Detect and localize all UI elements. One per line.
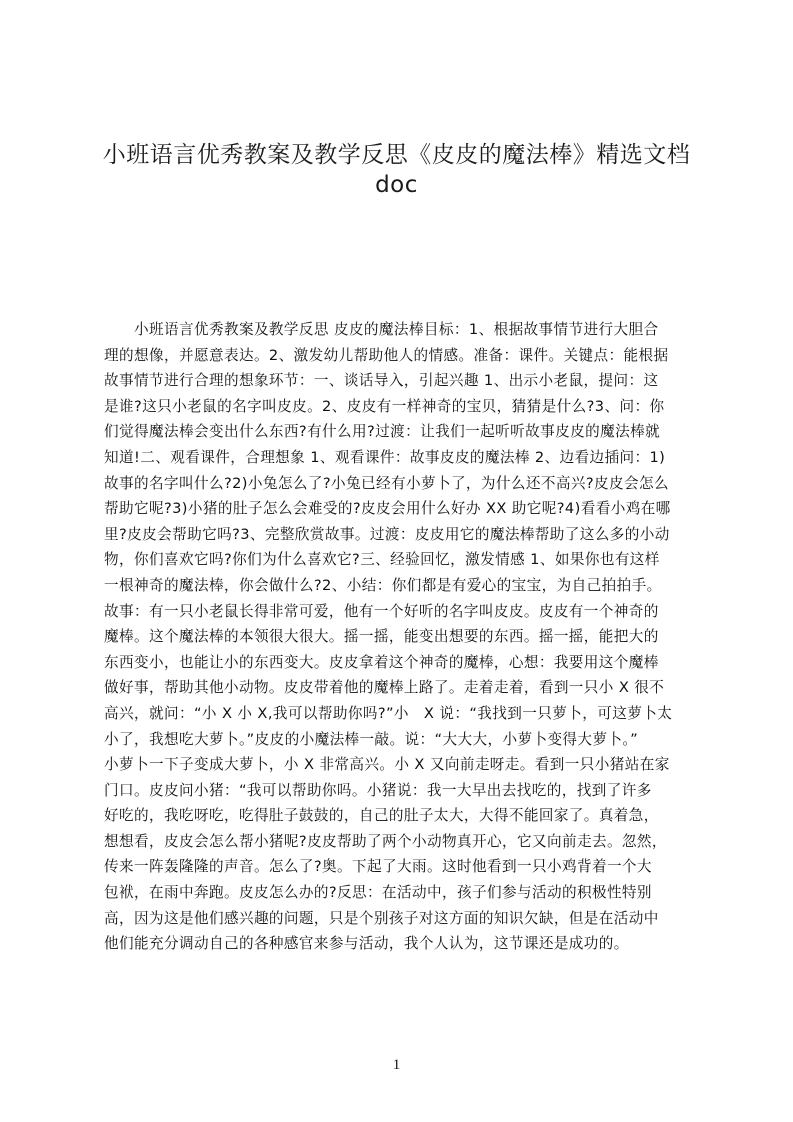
text-line: 门口。皮皮问小猪：“我可以帮助你吗。小猪说：我一大早出去找吃的，找到了许多 xyxy=(104,781,652,799)
text-line: 做好事，帮助其他小动物。皮皮带着他的魔棒上路了。走着走着，看到一只小 X 很不 xyxy=(104,679,665,697)
text-line: 小了，我想吃大萝卜。”皮皮的小魔法棒一敲。说：“大大大，小萝卜变得大萝卜。” xyxy=(104,730,639,748)
text-line: 想想看，皮皮会怎么帮小猪呢?皮皮帮助了两个小动物真开心，它又向前走去。忽然， xyxy=(104,832,667,850)
title-line: doc xyxy=(375,172,418,198)
text-line: 魔棒。这个魔法棒的本领很大很大。摇一摇，能变出想要的东西。摇一摇，能把大的 xyxy=(104,628,659,646)
text-line: 故事的名字叫什么?2)小兔怎么了?小兔已经有小萝卜了，为什么还不高兴?皮皮会怎么 xyxy=(104,474,670,492)
text-line: 帮助它呢?3)小猪的肚子怎么会难受的?皮皮会用什么好办 XX 助它呢?4)看看小鸡在哪 xyxy=(104,500,671,518)
text-line: 小萝卜一下子变成大萝卜，小 X 非常高兴。小 X 又向前走呀走。看到一只小猪站在家 xyxy=(104,756,670,774)
text-line: 里?皮皮会帮助它吗?3、完整欣赏故事。过渡：皮皮用它的魔法棒帮助了这么多的小动 xyxy=(104,525,670,543)
text-line: 传来一阵轰隆隆的声音。怎么了?奥。下起了大雨。这时他看到一只小鸡背着一个大 xyxy=(104,858,652,876)
page-number: 1 xyxy=(392,1057,401,1073)
text-line: 高，因为这是他们感兴趣的问题，只是个别孩子对这方面的知识欠缺，但是在活动中 xyxy=(104,909,659,927)
text-line: 物，你们喜欢它吗?你们为什么喜欢它?三、经验回忆，激发情感 1、如果你也有这样 xyxy=(104,551,660,569)
text-line: 包袱，在雨中奔跑。皮皮怎么办的?反思：在活动中，孩子们参与活动的积极性特别 xyxy=(104,884,652,902)
document-title xyxy=(0,140,793,200)
text-line: 高兴，就问：“小 X 小 X,我可以帮助你吗?”小 X 说：“我找到一只萝卜，可这萝卜太 xyxy=(104,704,673,722)
title-line: 小班语言优秀教案及教学反思《皮皮的魔法棒》精选文档 xyxy=(102,142,691,168)
body-paragraph xyxy=(104,317,698,957)
text-line: 理的想像，并愿意表达。2、激发幼儿帮助他人的情感。准备：课件。关键点：能根据 xyxy=(104,346,669,364)
text-line: 小班语言优秀教案及教学反思 皮皮的魔法棒目标：1、根据故事情节进行大胆合 xyxy=(104,321,659,338)
text-line: 故事情节进行合理的想象环节：一、谈话导入，引起兴趣 1、出示小老鼠，提问：这 xyxy=(104,372,659,390)
text-line: 一根神奇的魔法棒，你会做什么?2、小结：你们都是有爱心的宝宝，为自己拍拍手。 xyxy=(104,576,662,594)
text-line: 东西变小，也能让小的东西变大。皮皮拿着这个神奇的魔棒，心想：我要用这个魔棒 xyxy=(104,653,659,671)
text-line: 好吃的，我吃呀吃，吃得肚子鼓鼓的，自己的肚子太大，大得不能回家了。真着急， xyxy=(104,807,659,825)
text-line: 知道!二、观看课件，合理想象 1、观看课件：故事皮皮的魔法棒 2、边看边插问：1) xyxy=(104,448,666,466)
text-line: 是谁?这只小老鼠的名字叫皮皮。2、皮皮有一样神奇的宝贝，猜猜是什么?3、问：你 xyxy=(104,397,665,415)
text-line: 们觉得魔法棒会变出什么东西?有什么用?过渡：让我们一起听听故事皮皮的魔法棒就 xyxy=(104,423,661,441)
text-line: 故事：有一只小老鼠长得非常可爱，他有一个好听的名字叫皮皮。皮皮有一个神奇的 xyxy=(104,602,659,620)
text-line: 他们能充分调动自己的各种感官来参与活动，我个人认为，这节课还是成功的。 xyxy=(104,935,629,953)
